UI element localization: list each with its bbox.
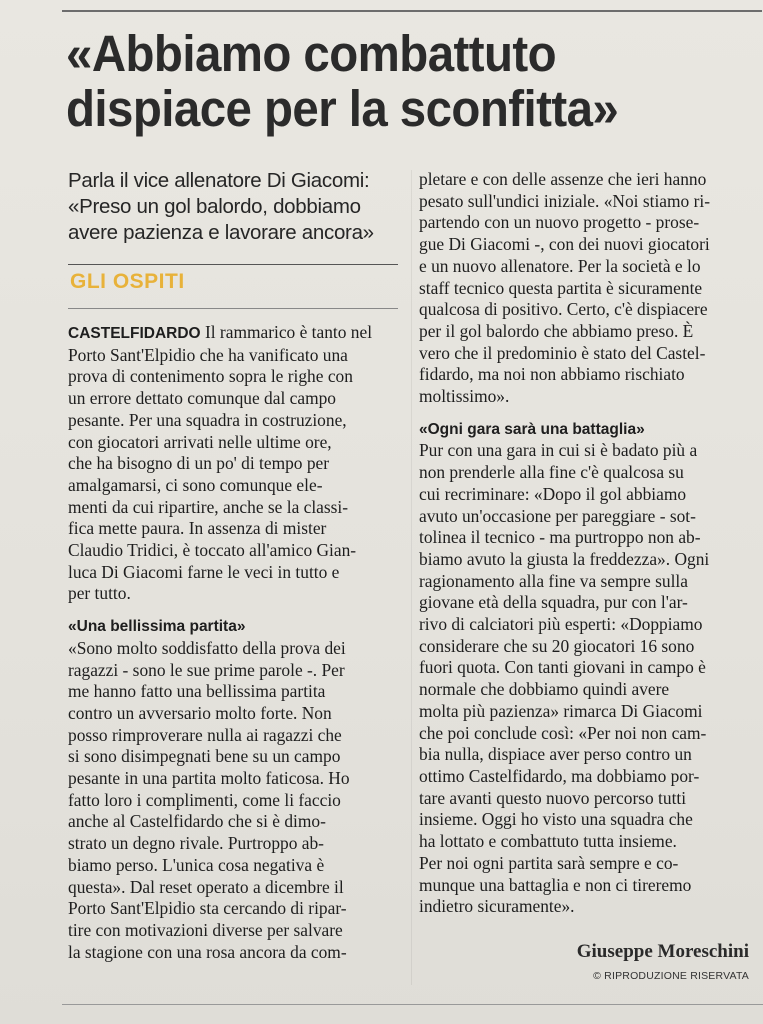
article-line: per il gol balordo che abbiamo preso. È <box>419 320 694 341</box>
left-column <box>68 322 403 963</box>
column-divider <box>411 170 412 985</box>
article-line: menti da cui ripartire, anche se la classi- <box>68 496 349 517</box>
article-line: per tutto. <box>68 583 131 604</box>
article-line: fidardo, ma noi non abbiamo rischiato <box>419 364 685 385</box>
article-line: insieme. Oggi ho visto una squadra che <box>419 809 693 830</box>
article-line: normale che dobbiamo quindi avere <box>419 679 670 700</box>
article-line: cui recriminare: «Dopo il gol abbiamo <box>419 483 687 504</box>
article-line: qualcosa di positivo. Certo, c'è dispiacere <box>419 299 708 320</box>
article-line: si sono disimpegnati bene su un campo <box>68 746 341 767</box>
article-line: un errore dettato comunque dal campo <box>68 388 337 409</box>
article-line: avuto un'occasione per pareggiare - sot- <box>419 505 696 526</box>
headline-line: «Abbiamo combattuto <box>66 25 557 82</box>
article-line: munque una battaglia e non ci tireremo <box>419 874 692 895</box>
subheadline-line: «Preso un gol balordo, dobbiamo <box>68 195 361 218</box>
spacer <box>68 605 403 616</box>
subheadline-line: avere pazienza e lavorare ancora» <box>68 221 374 244</box>
article-line: anche al Castelfidardo che si è dimo- <box>68 811 326 832</box>
article-line: considerare che su 20 giocatori 16 sono <box>419 635 695 656</box>
article-line: pesato sull'undici iniziale. «Noi stiamo ri- <box>419 190 710 211</box>
article-line: tolinea il tecnico - ma purtroppo non ab- <box>419 527 701 548</box>
paragraph <box>68 345 403 605</box>
article-line: Porto Sant'Elpidio sta cercando di ripar- <box>68 898 347 919</box>
top-rule <box>62 10 762 12</box>
article-line: fuori quota. Con tanti giovani in campo è <box>419 657 706 678</box>
section-rule <box>68 308 398 309</box>
spacer <box>419 408 749 419</box>
article-line: non prenderle alla fine c'è qualcosa su <box>419 462 684 483</box>
section-kicker: GLI OSPITI <box>70 270 185 293</box>
article-line: fatto loro i complimenti, come li faccio <box>68 789 341 810</box>
subheadline-line: Parla il vice allenatore Di Giacomi: <box>68 169 370 192</box>
bottom-rule <box>62 1004 763 1005</box>
article-line: partendo con un nuovo progetto - prose- <box>419 212 700 233</box>
copyright-notice: © RIPRODUZIONE RISERVATA <box>593 970 749 982</box>
article-line <box>68 322 403 345</box>
article-line: la stagione con una rosa ancora da com- <box>68 941 347 962</box>
article-line: pesante in una partita molto faticosa. Ho <box>68 768 350 789</box>
article-line: amalgamarsi, ci sono comunque ele- <box>68 474 323 495</box>
article-line: gue Di Giacomi -, con dei nuovi giocatori <box>419 234 710 255</box>
section-subtitle: «Ogni gara sarà una battaglia» <box>419 420 645 438</box>
headline-line: dispiace per la sconfitta» <box>66 80 619 137</box>
article-line: strato un degno rivale. Purtroppo ab- <box>68 833 324 854</box>
article-line: prova di contenimento sopra le righe con <box>68 366 353 387</box>
author-byline: Giuseppe Moreschini <box>576 941 749 962</box>
article-line: molta più pazienza» rimarca Di Giacomi <box>419 700 703 721</box>
article-line: ha lottato e combattuto tutta insieme. <box>419 831 677 852</box>
paragraph <box>68 638 403 964</box>
article-line: pesante. Per una squadra in costruzione, <box>68 409 347 430</box>
paragraph <box>419 440 749 917</box>
article-line: Porto Sant'Elpidio che ha vanificato una <box>68 344 348 365</box>
article-line: biamo avuto la giusta la freddezza». Ogni <box>419 548 710 569</box>
section-rule <box>68 264 398 265</box>
article-line: questa». Dal reset operato a dicembre il <box>68 876 344 897</box>
article-line: tare avanti questo nuovo percorso tutti <box>419 787 687 808</box>
article-line: me hanno fatto una bellissima partita <box>68 681 326 702</box>
article-line: ragionamento alla fine va sempre sulla <box>419 570 688 591</box>
article-line: Claudio Tridici, è toccato all'amico Gian- <box>68 540 357 561</box>
article-line: contro un avversario molto forte. Non <box>68 702 332 723</box>
article-line: e un nuovo allenatore. Per la società e lo <box>419 255 701 276</box>
lead-text: Il rammarico è tanto nel <box>200 322 373 342</box>
subheadline <box>68 168 408 246</box>
article-line: fica mette paura. In assenza di mister <box>68 518 327 539</box>
article-line: biamo perso. L'unica cosa negativa è <box>68 854 325 875</box>
article-line: indietro sicuramente». <box>419 896 575 917</box>
article-line: Per noi ogni partita sarà sempre e co- <box>419 852 679 873</box>
article-line: che ha bisogno di un po' di tempo per <box>68 453 330 474</box>
dateline: CASTELFIDARDO <box>68 325 201 342</box>
article-line: che poi conclude così: «Per noi non cam- <box>419 722 707 743</box>
article-line: luca Di Giacomi farne le veci in tutto e <box>68 561 340 582</box>
section-subtitle: «Una bellissima partita» <box>68 618 246 636</box>
article-line: ragazzi - sono le sue prime parole -. Per <box>68 659 345 680</box>
article-line: rivo di calciatori più esperti: «Doppiamo <box>419 614 703 635</box>
article-line: staff tecnico questa partita è sicuramente <box>419 277 703 298</box>
article-line: tire con motivazioni diverse per salvare <box>68 919 343 940</box>
article-line: posso rimproverare nulla ai ragazzi che <box>68 724 342 745</box>
paragraph <box>419 169 749 408</box>
article-line: pletare e con delle assenze che ieri hanno <box>419 169 707 189</box>
article-line: bia nulla, dispiace aver perso contro un <box>419 744 692 765</box>
right-column <box>419 169 749 918</box>
article-line: moltissimo». <box>419 386 510 407</box>
article-line: con giocatori arrivati nelle ultime ore, <box>68 431 332 452</box>
headline <box>66 25 708 138</box>
article-line: giovane età della squadra, pur con l'ar- <box>419 592 688 613</box>
article-line: vero che il predominio è stato del Castel- <box>419 342 706 363</box>
article-line: «Sono molto soddisfatto della prova dei <box>68 637 346 658</box>
article-line: Pur con una gara in cui si è badato più a <box>419 440 698 461</box>
article-line: ottimo Castelfidardo, ma dobbiamo por- <box>419 765 700 786</box>
